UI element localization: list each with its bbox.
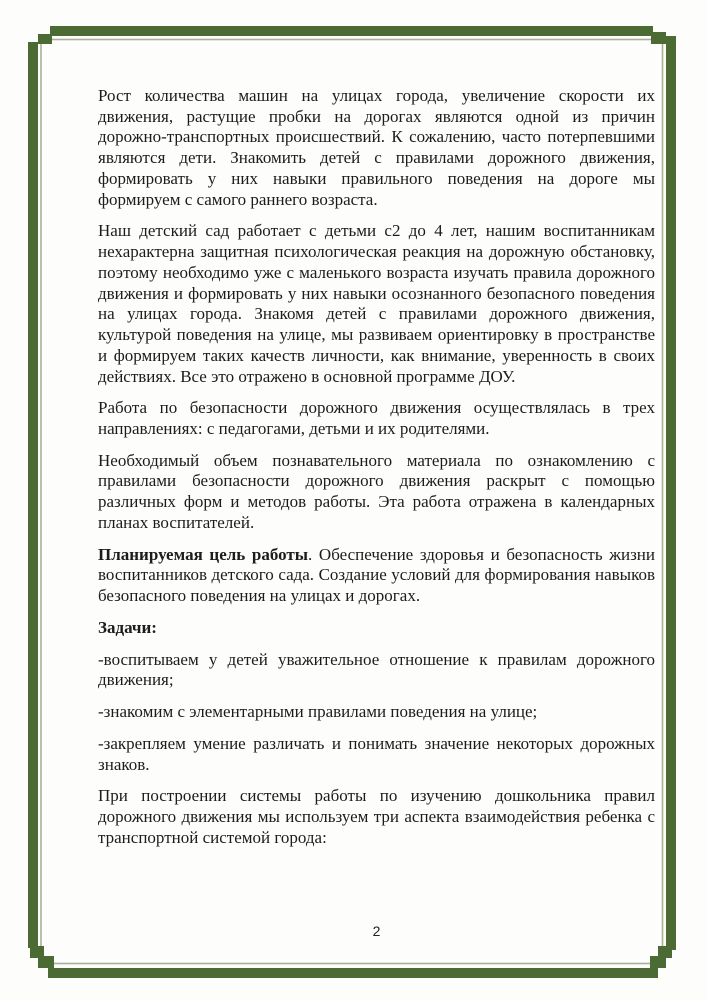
border-left-bar <box>28 42 38 948</box>
border-corner-bottom-right-step1 <box>658 946 672 958</box>
paragraph-directions: Работа по безопасности дорожного движения осуществлялась в трех направлениях: с педагогами, детьми и их родителями. <box>98 398 655 439</box>
border-right-bar <box>666 36 676 950</box>
border-corner-top-right <box>651 32 666 44</box>
planned-goal-text: . Обеспечение здоровья и безопасность жизни воспитанников детского сада. Создание условий для формирования навыков безопасного поведения на улицах и дорогах. <box>98 544 656 606</box>
border-corner-bottom-left-step2 <box>38 956 54 968</box>
tasks-heading-paragraph <box>98 618 655 639</box>
border-corner-bottom-right-step2 <box>650 956 666 968</box>
border-bottom-bar <box>48 968 658 978</box>
document-body <box>98 86 655 860</box>
border-top-bar <box>50 26 653 36</box>
task-item-respect: -воспитываем у детей уважительное отношение к правилам дорожного движения; <box>98 649 655 690</box>
planned-goal-heading: Планируемая цель работы <box>98 544 309 564</box>
task-item-signs: -закрепляем умение различать и понимать значение некоторых дорожных знаков. <box>98 733 655 774</box>
paragraph-material: Необходимый объем познавательного материала по ознакомлению с правилами безопасности дорожного движения раскрыт с помощью различных форм и методов работы. Эта работа отражена в календарных планах воспитателей. <box>98 450 655 532</box>
paragraph-intro: Рост количества машин на улицах города, увеличение скорости их движения, растущие пробки на дорогах являются одной из причин дорожно-транспортных происшествий. К сожалению, часто потерпевшими являются дети. Знакомить детей с правилами дорожного движения, формировать у них навыки правильного поведения на дороге мы формируем с самого раннего возраста. <box>98 86 655 209</box>
paragraph-system-building: При построении системы работы по изучению дошкольника правил дорожного движения мы используем три аспекта взаимодействия ребенка с транспортной системой города: <box>98 786 655 847</box>
paragraph-planned-goal <box>98 545 655 607</box>
border-corner-bottom-left-step1 <box>30 946 44 958</box>
tasks-heading: Задачи: <box>98 617 157 637</box>
border-corner-top-left <box>38 34 52 44</box>
paragraph-kindergarten: Наш детский сад работает с детьми с2 до 4 лет, нашим воспитанникам нехарактерна защитная психологическая реакция на дорожную обстановку, поэтому необходимо уже с маленького возраста изучать правила дорожного движения и формировать у них навыки осознанного безопасного поведения на улицах города. Знакомя детей с правилами дорожного движения, культурой поведения на улице, мы развиваем ориентировку в пространстве и формируем таких качеств личности, как внимание, уверенность в своих действиях. Все это отражено в основной программе ДОУ. <box>98 221 655 386</box>
page-number: 2 <box>372 923 381 939</box>
task-item-rules: -знакомим с элементарными правилами поведения на улице; <box>98 702 538 722</box>
